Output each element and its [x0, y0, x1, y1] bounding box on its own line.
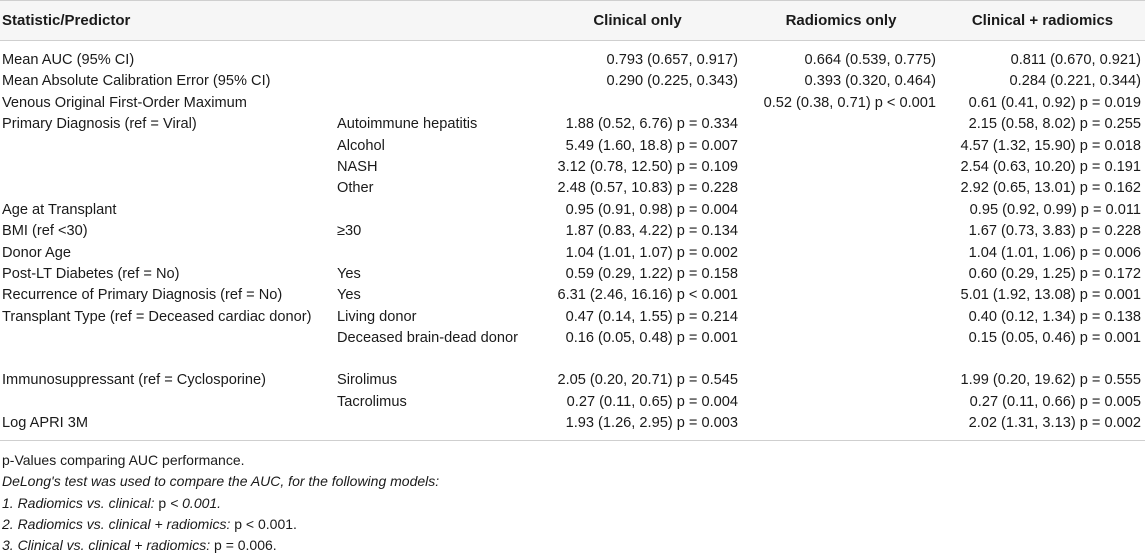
cell-radiomics-only [742, 392, 940, 413]
cell-clinical-only: 0.290 (0.225, 0.343) [606, 73, 738, 90]
cell-statistic: Mean Absolute Calibration Error (95% CI) [2, 73, 271, 90]
table-row [0, 41, 1145, 72]
table-row [0, 285, 1145, 306]
cell-level [337, 71, 533, 92]
footnote-line [2, 450, 439, 471]
cell-clinical-only: 1.93 (1.26, 2.95) p = 0.003 [533, 413, 742, 440]
table-footnotes [2, 450, 439, 556]
cell-clinical-radiomics: 0.284 (0.221, 0.344) [1009, 73, 1141, 90]
header-clinical-radiomics: Clinical + radiomics [971, 12, 1114, 29]
cell-radiomics-only [742, 221, 940, 242]
cell-clinical-radiomics: 2.02 (1.31, 3.13) p = 0.002 [940, 413, 1145, 440]
cell-statistic: Recurrence of Primary Diagnosis (ref = No) [2, 287, 283, 304]
header-radiomics-only: Radiomics only [785, 12, 897, 29]
header-statistic-predictor: Statistic/Predictor [2, 12, 131, 29]
cell-radiomics-only: 0.393 (0.320, 0.464) [804, 73, 936, 90]
cell-level: Deceased brain-dead donor [337, 330, 518, 347]
cell-statistic: Post-LT Diabetes (ref = No) [2, 266, 180, 283]
cell-statistic [0, 178, 337, 199]
cell-clinical-only: 0.27 (0.11, 0.65) p = 0.004 [566, 393, 738, 410]
table-row [0, 178, 1145, 199]
cell-clinical-radiomics: 2.92 (0.65, 13.01) p = 0.162 [960, 180, 1141, 197]
table-row [0, 328, 1145, 370]
cell-radiomics-only [742, 264, 940, 285]
cell-statistic: Venous Original First-Order Maximum [2, 94, 247, 111]
cell-statistic [0, 157, 337, 178]
cell-radiomics-only [742, 178, 940, 199]
cell-radiomics-only [742, 370, 940, 391]
cell-statistic: Log APRI 3M [0, 413, 337, 440]
cell-radiomics-only [742, 157, 940, 178]
cell-level: Alcohol [337, 137, 385, 154]
cell-clinical-radiomics: 1.67 (0.73, 3.83) p = 0.228 [968, 223, 1141, 240]
cell-clinical-only: 0.95 (0.91, 0.98) p = 0.004 [565, 201, 738, 218]
cell-statistic: Donor Age [2, 244, 71, 261]
cell-level [337, 93, 533, 114]
table-row [0, 413, 1145, 440]
cell-clinical-radiomics: 1.04 (1.01, 1.06) p = 0.006 [968, 244, 1141, 261]
cell-level: NASH [337, 159, 378, 176]
cell-radiomics-only [742, 413, 940, 440]
cell-clinical-only: 2.05 (0.20, 20.71) p = 0.545 [557, 372, 738, 389]
table-row [0, 114, 1145, 135]
cell-clinical-only: 6.31 (2.46, 16.16) p < 0.001 [557, 287, 738, 304]
table-row [0, 392, 1145, 413]
cell-clinical-radiomics: 1.99 (0.20, 19.62) p = 0.555 [960, 372, 1141, 389]
cell-level: Yes [337, 287, 361, 304]
header-clinical-only: Clinical only [593, 12, 682, 29]
table-row [0, 93, 1145, 114]
cell-clinical-only: 1.04 (1.01, 1.07) p = 0.002 [565, 244, 738, 261]
footnote-line [2, 535, 439, 556]
table-body [0, 41, 1145, 441]
cell-statistic [0, 392, 337, 413]
footnote-comparison-3-label: 3. Clinical vs. clinical + radiomics: [2, 537, 215, 554]
cell-statistic: Primary Diagnosis (ref = Viral) [2, 116, 197, 133]
cell-clinical-only: 1.88 (0.52, 6.76) p = 0.334 [565, 116, 738, 133]
cell-radiomics-only: 0.664 (0.539, 0.775) [804, 52, 936, 68]
cell-radiomics-only [742, 136, 940, 157]
cell-clinical-radiomics: 0.61 (0.41, 0.92) p = 0.019 [968, 94, 1141, 111]
cell-radiomics-only [742, 285, 940, 306]
cell-level: Yes [337, 266, 361, 283]
cell-clinical-radiomics: 0.95 (0.92, 0.99) p = 0.011 [969, 201, 1141, 218]
footnote-comparison-1-p: p [158, 494, 167, 511]
cell-clinical-radiomics: 5.01 (1.92, 13.08) p = 0.001 [960, 287, 1141, 304]
cell-statistic: Age at Transplant [2, 201, 117, 218]
cell-clinical-only: 5.49 (1.60, 18.8) p = 0.007 [565, 137, 738, 154]
table-row [0, 370, 1145, 391]
cell-level: Other [337, 180, 374, 197]
cell-level [337, 200, 533, 221]
table-row [0, 221, 1145, 242]
cell-statistic [0, 136, 337, 157]
cell-clinical-only: 2.48 (0.57, 10.83) p = 0.228 [557, 180, 738, 197]
footnote-comparison-2-value: p < 0.001. [234, 515, 297, 532]
cell-clinical-only: 0.59 (0.29, 1.22) p = 0.158 [565, 266, 738, 283]
cell-radiomics-only [742, 243, 940, 264]
footnote-pvalues: p-Values comparing AUC performance. [2, 452, 245, 468]
cell-level: Sirolimus [337, 372, 398, 389]
cell-clinical-only: 0.793 (0.657, 0.917) [606, 52, 738, 68]
cell-level: Autoimmune hepatitis [337, 116, 478, 133]
table-row [0, 264, 1145, 285]
cell-clinical-only [533, 93, 742, 114]
table-row [0, 71, 1145, 92]
cell-level: Tacrolimus [337, 393, 407, 410]
cell-radiomics-only [742, 114, 940, 135]
footnote-line [2, 471, 439, 492]
footnote-comparison-2-label: 2. Radiomics vs. clinical + radiomics: [2, 515, 235, 532]
cell-statistic: Immunosuppressant (ref = Cyclosporine) [2, 372, 267, 389]
cell-level: ≥30 [337, 223, 362, 240]
cell-clinical-only: 0.16 (0.05, 0.48) p = 0.001 [565, 330, 738, 347]
cell-clinical-only: 3.12 (0.78, 12.50) p = 0.109 [557, 159, 738, 176]
cell-radiomics-only [742, 307, 940, 328]
cell-statistic [0, 328, 337, 370]
cell-clinical-radiomics: 4.57 (1.32, 15.90) p = 0.018 [960, 137, 1141, 154]
cell-clinical-radiomics: 0.15 (0.05, 0.46) p = 0.001 [968, 330, 1141, 347]
cell-clinical-only: 1.87 (0.83, 4.22) p = 0.134 [565, 223, 738, 240]
footnote-comparison-3-value: p = 0.006. [214, 537, 277, 554]
cell-level: Living donor [337, 308, 417, 325]
cell-statistic: BMI (ref <30) [2, 223, 88, 240]
footnote-comparison-1-value: < 0.001. [166, 494, 222, 511]
cell-statistic: Transplant Type (ref = Deceased cardiac donor) [2, 308, 312, 325]
cell-clinical-radiomics: 2.15 (0.58, 8.02) p = 0.255 [968, 116, 1141, 133]
cell-clinical-only: 0.47 (0.14, 1.55) p = 0.214 [565, 308, 738, 325]
footnote-line [2, 514, 439, 535]
cell-clinical-radiomics: 0.811 (0.670, 0.921) [1010, 52, 1141, 68]
footnote-delong: DeLong's test was used to compare the AUC, for the following models: [2, 473, 440, 490]
cell-radiomics-only [742, 200, 940, 221]
cell-radiomics-only [742, 328, 940, 370]
cell-clinical-radiomics: 0.40 (0.12, 1.34) p = 0.138 [968, 308, 1141, 325]
cell-radiomics-only: 0.52 (0.38, 0.71) p < 0.001 [763, 94, 936, 111]
header-level [337, 1, 533, 41]
footnote-line [2, 493, 439, 514]
cell-clinical-radiomics: 0.27 (0.11, 0.66) p = 0.005 [969, 393, 1141, 410]
footnote-comparison-1-label: 1. Radiomics vs. clinical: [2, 494, 159, 511]
table-header-row [0, 1, 1145, 41]
cell-clinical-radiomics: 0.60 (0.29, 1.25) p = 0.172 [968, 266, 1141, 283]
table-row [0, 157, 1145, 178]
cell-level [337, 41, 533, 72]
table-row [0, 200, 1145, 221]
cell-level [337, 413, 533, 440]
cell-statistic: Mean AUC (95% CI) [2, 52, 135, 68]
cell-level [337, 243, 533, 264]
cell-clinical-radiomics: 2.54 (0.63, 10.20) p = 0.191 [960, 159, 1141, 176]
table-row [0, 307, 1145, 328]
table-row [0, 136, 1145, 157]
table-row [0, 243, 1145, 264]
